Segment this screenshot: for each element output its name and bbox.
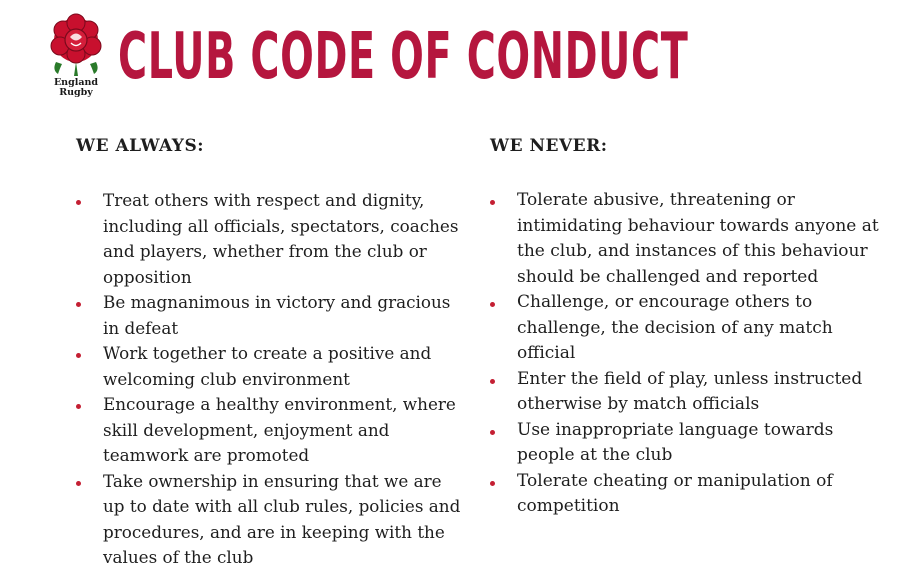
list-item	[490, 188, 890, 290]
bullet-icon	[76, 200, 81, 205]
list-item-text: Encourage a healthy environment, where skill development, enjoyment and teamwork are promoted	[103, 394, 456, 465]
list-item	[76, 392, 466, 469]
we-never-heading: WE NEVER:	[490, 136, 608, 156]
list-item-text: Take ownership in ensuring that we are up to date with all club rules, policies and procedures, and are in keeping with the values of the club	[103, 470, 461, 567]
list-item	[76, 188, 466, 290]
england-rugby-logo	[48, 12, 104, 102]
list-item-text: Challenge, or encourage others to challenge, the decision of any match official	[517, 292, 833, 363]
logo-line-england: England	[53, 77, 99, 88]
list-item	[490, 367, 890, 418]
list-item	[76, 290, 466, 341]
list-item-text: Tolerate cheating or manipulation of competition	[517, 470, 833, 516]
list-item-text: Be magnanimous in victory and gracious in defeat	[103, 292, 451, 338]
list-item	[76, 469, 466, 571]
bullet-icon	[490, 302, 495, 307]
list-item	[490, 418, 890, 469]
list-item-text: Enter the field of play, unless instructed otherwise by match officials	[517, 368, 863, 414]
list-item	[490, 469, 890, 520]
we-never-list	[490, 188, 890, 520]
bullet-icon	[490, 430, 495, 435]
list-item-text: Tolerate abusive, threatening or intimidating behaviour towards anyone at the club, and instances of this behaviour should be challenged and reported	[517, 190, 879, 287]
bullet-icon	[76, 404, 81, 409]
rose-icon	[48, 12, 104, 78]
bullet-icon	[490, 481, 495, 486]
list-item-text: Work together to create a positive and welcoming club environment	[103, 343, 432, 389]
list-item	[76, 341, 466, 392]
bullet-icon	[490, 379, 495, 384]
bullet-icon	[490, 200, 495, 205]
list-item-text: Treat others with respect and dignity, including all officials, spectators, coaches and players, whether from the club or opposition	[103, 190, 459, 287]
we-always-heading: WE ALWAYS:	[76, 136, 204, 156]
logo-wordmark	[48, 78, 104, 98]
we-always-column	[76, 132, 466, 571]
page-title: CLUB CODE OF CONDUCT	[118, 20, 689, 94]
list-item-text: Use inappropriate language towards people at the club	[517, 419, 834, 465]
list-item	[490, 290, 890, 367]
we-always-list	[76, 188, 466, 571]
bullet-icon	[76, 353, 81, 358]
logo-line-rugby: Rugby	[59, 87, 93, 98]
bullet-icon	[76, 481, 81, 486]
bullet-icon	[76, 302, 81, 307]
we-never-column	[490, 132, 890, 520]
